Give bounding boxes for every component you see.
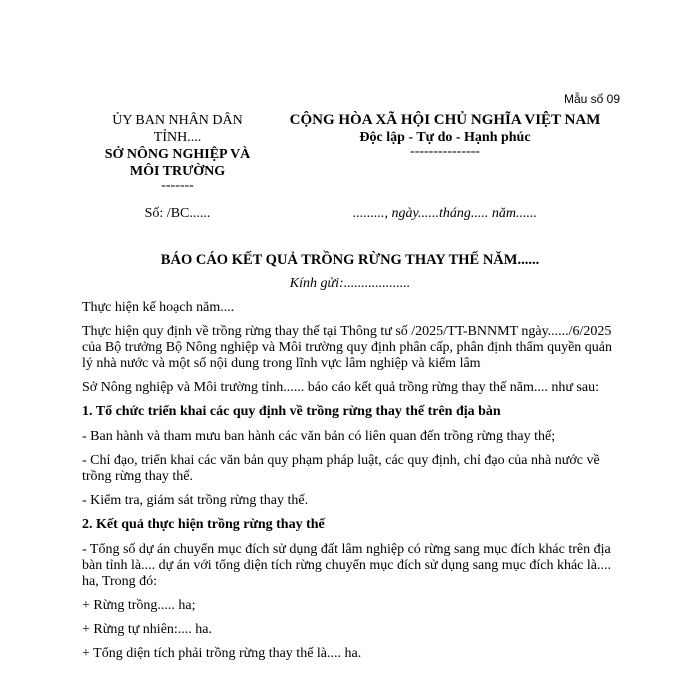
section-2-subitem: + Tổng diện tích phải trồng rừng thay thế là.... ha. [82, 646, 362, 661]
section-1-heading: 1. Tổ chức triển khai các quy định về trồng rừng thay thế trên địa bàn [82, 404, 501, 419]
document-date: ........., ngày......tháng..... năm...... [353, 206, 537, 221]
paragraph-intro: Sở Nông nghiệp và Môi trường tỉnh...... báo cáo kết quả trồng rừng thay thế năm.... như sau: [82, 380, 599, 395]
section-1-item: - Ban hành và tham mưu ban hành các văn bản có liên quan đến trồng rừng thay thế; [82, 429, 556, 444]
agency-line-3: SỞ NÔNG NGHIỆP VÀ [104, 147, 251, 162]
paragraph-legal-basis: Thực hiện quy định về trồng rừng thay thế tại Thông tư số /2025/TT-BNNMT ngày....../6/2025 của Bộ trưởng Bộ Nông nghiệp và Môi trường quy định phân cấp, phân định thẩm quyền quản lý nhà nước và một số nội dung trong lĩnh vực lâm nghiệp và kiểm lâm [82, 324, 613, 371]
document-title: BÁO CÁO KẾT QUẢ TRỒNG RỪNG THAY THẾ NĂM...... [160, 252, 540, 268]
recipient-line: Kính gửi:................... [289, 276, 411, 291]
section-2-subitem: + Rừng trồng..... ha; [82, 598, 196, 613]
document-body [82, 300, 622, 670]
country-name: CỘNG HÒA XÃ HỘI CHỦ NGHĨA VIỆT NAM [289, 112, 601, 128]
agency-divider: ------- [161, 178, 194, 193]
paragraph-plan: Thực hiện kế hoạch năm.... [82, 300, 235, 315]
document-number: Số: /BC...... [144, 206, 211, 221]
section-1-item: - Chỉ đạo, triển khai các văn bản quy phạm pháp luật, các quy định, chỉ đạo của nhà nước về trồng rừng thay thế. [82, 453, 600, 484]
section-2-subitem: + Rừng tự nhiên:.... ha. [82, 622, 213, 637]
motto-divider: --------------- [410, 144, 480, 159]
national-motto: Độc lập - Tự do - Hạnh phúc [359, 130, 531, 145]
national-motto-header [280, 112, 610, 158]
agency-line-1: ỦY BAN NHÂN DÂN [112, 113, 243, 128]
section-2-item: - Tổng số dự án chuyển mục đích sử dụng đất lâm nghiệp có rừng sang mục đích khác trên địa bàn tỉnh là.... dự án với tổng diện tích rừng chuyển mục đích sử dụng sang mục đích khác là.... ha, Trong đó: [82, 542, 611, 589]
agency-line-2: TỈNH.... [153, 130, 202, 145]
issuing-agency-header [90, 112, 265, 192]
section-2-heading: 2. Kết quả thực hiện trồng rừng thay thế [82, 517, 325, 532]
agency-line-4: MÔI TRƯỜNG [129, 164, 226, 179]
form-number: Mẫu số 09 [563, 92, 620, 106]
section-1-item: - Kiểm tra, giám sát trồng rừng thay thế. [82, 493, 309, 508]
